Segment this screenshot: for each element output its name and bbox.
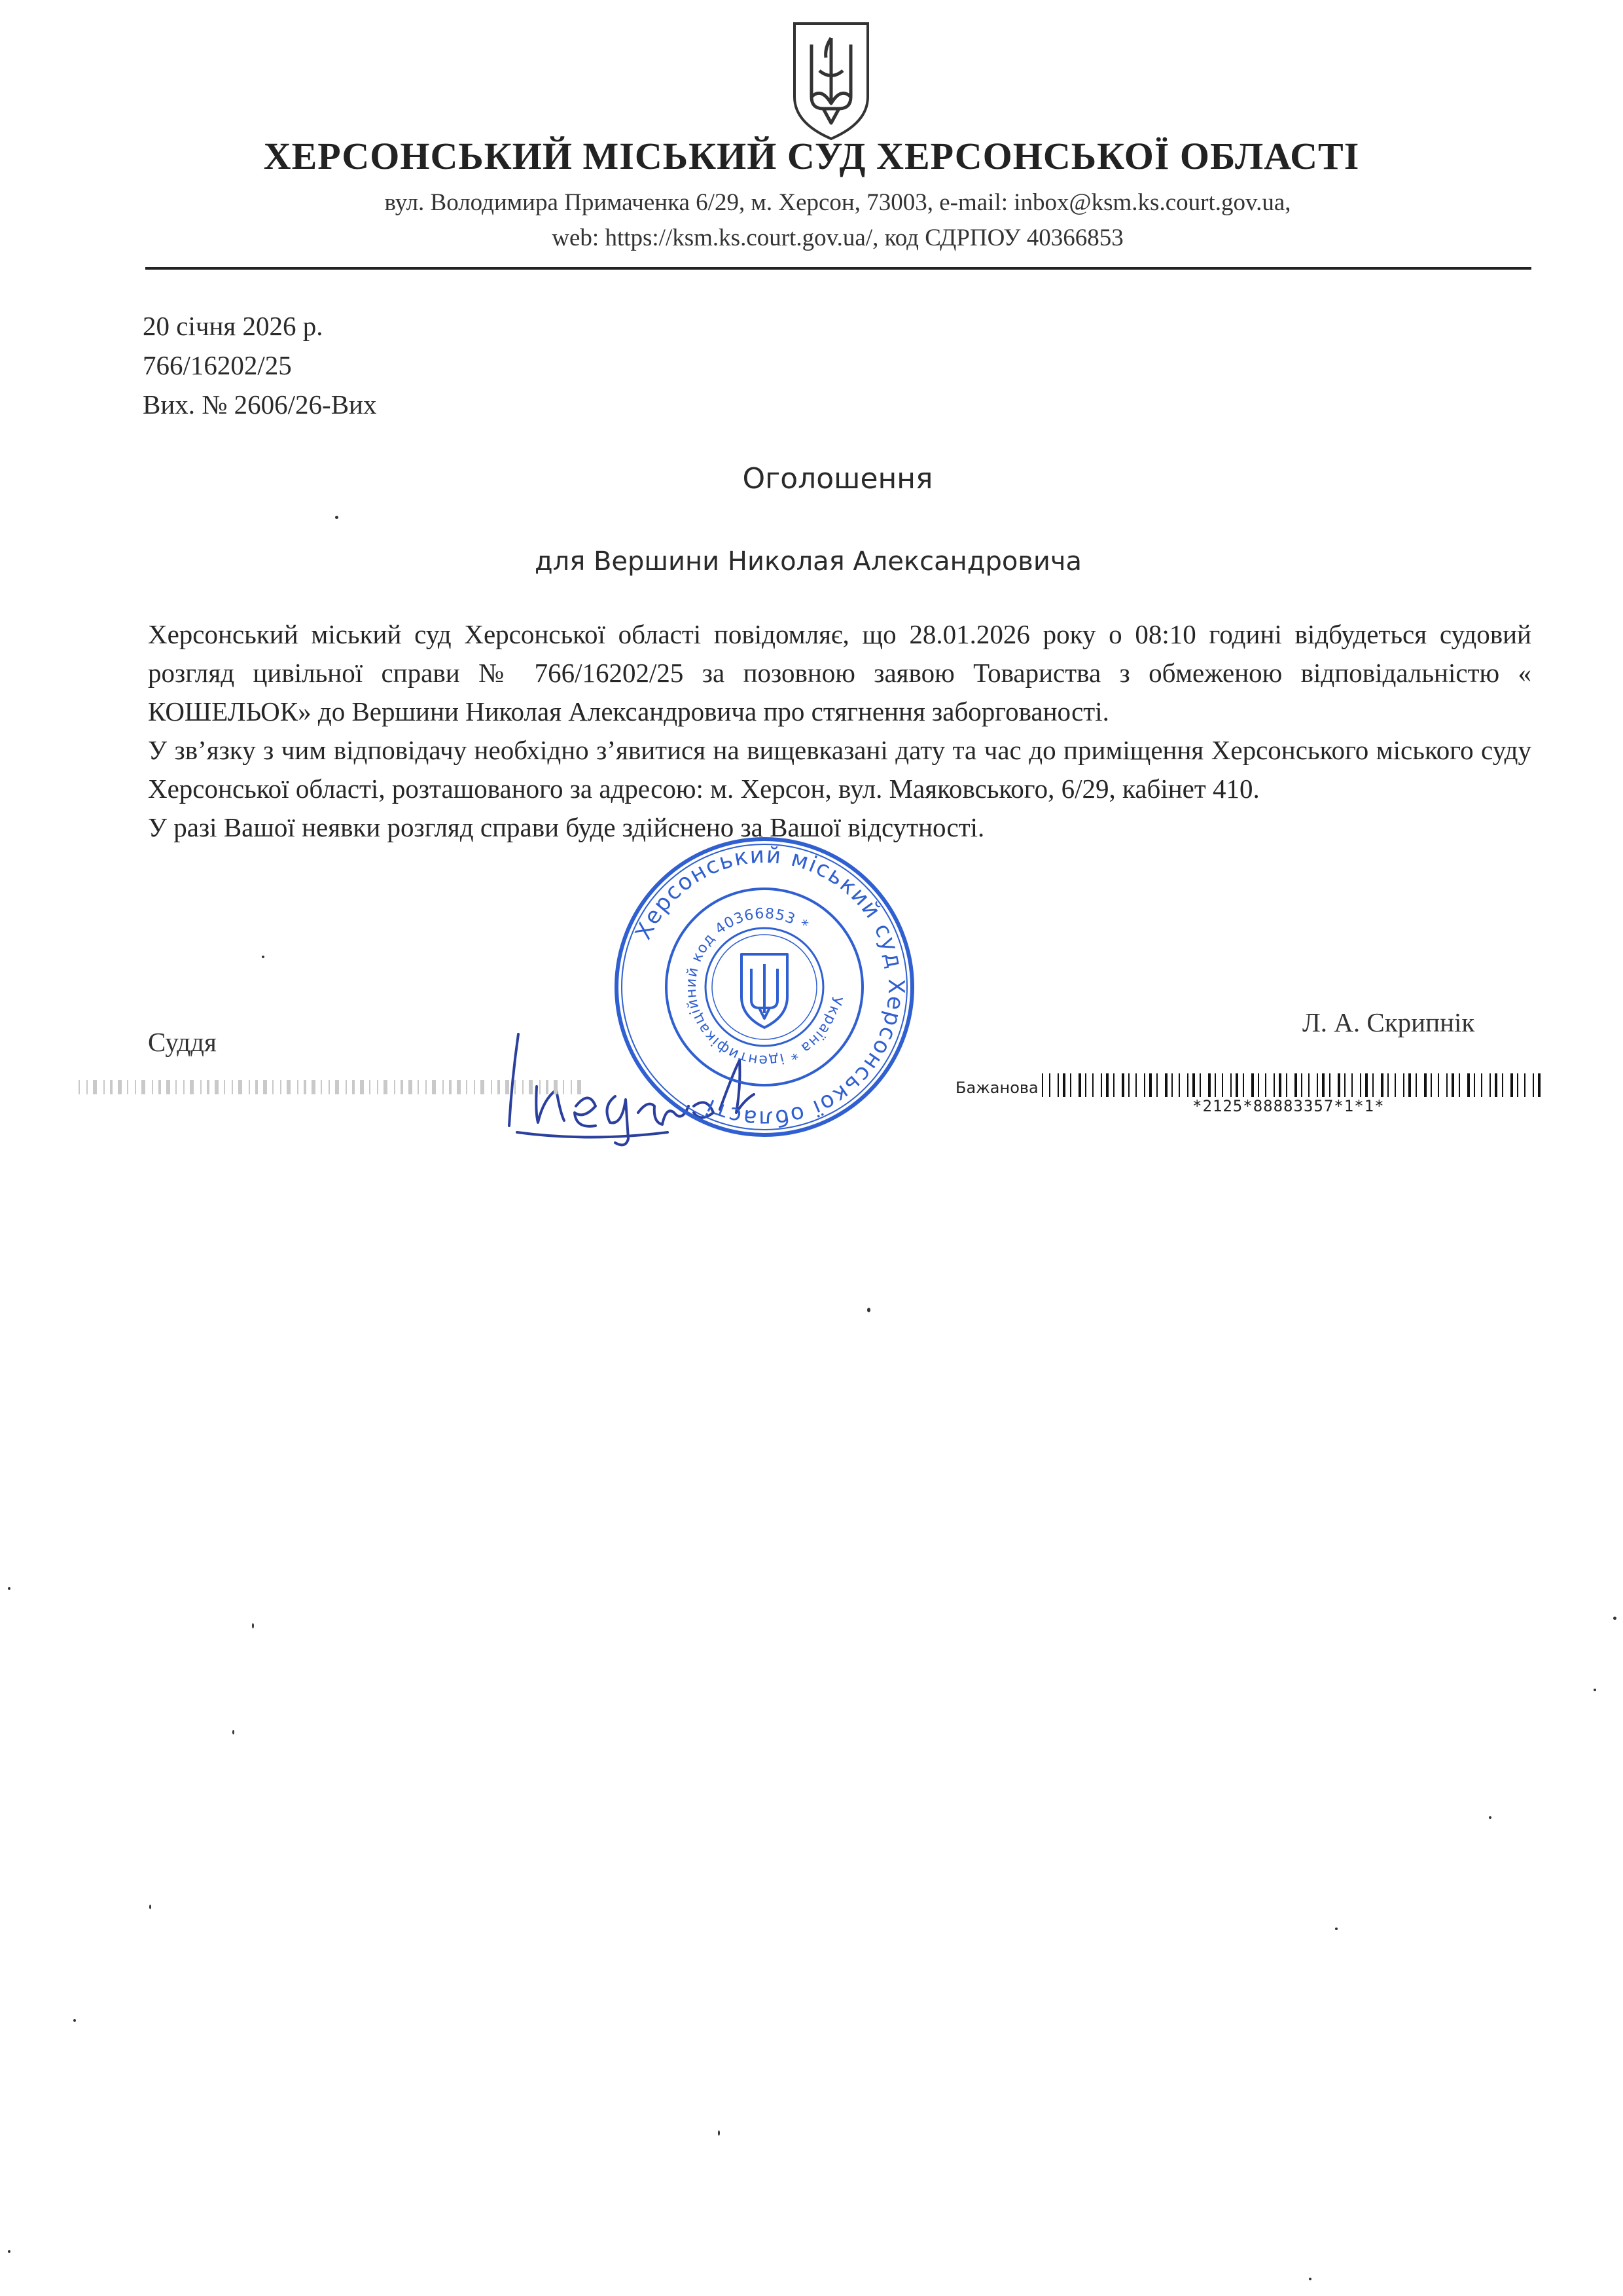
barcode-bar — [1467, 1073, 1470, 1097]
faint-bar — [425, 1080, 427, 1094]
barcode-bar — [1113, 1073, 1115, 1097]
faint-bar — [346, 1080, 347, 1094]
barcode-bar — [1042, 1073, 1043, 1097]
court-contact-address: вул. Володимира Примаченка 6/29, м. Херсон, 73003, e-mail: inbox@ksm.ks.court.gov.ua, — [384, 189, 1291, 216]
faint-bar — [377, 1080, 378, 1094]
faint-bar — [329, 1080, 330, 1094]
faint-bar — [352, 1080, 355, 1094]
scan-speck — [262, 956, 264, 958]
barcode-bar — [1265, 1073, 1266, 1097]
faint-bar — [563, 1080, 564, 1094]
scan-speck — [1613, 1617, 1616, 1620]
barcode-bar — [1171, 1073, 1173, 1097]
svg-text:Херсонський міський суд Херсон: Херсонський міський суд Херсонської області — [630, 842, 910, 1132]
barcode-bar — [1274, 1073, 1275, 1097]
faint-bar — [480, 1080, 484, 1094]
announcement-body — [148, 615, 1531, 847]
barcode-bar — [1200, 1073, 1201, 1097]
barcode-bar — [1489, 1073, 1491, 1097]
barcode-bar — [1294, 1073, 1297, 1097]
faint-bar — [79, 1080, 80, 1094]
faint-bar — [522, 1080, 524, 1094]
faint-bar — [86, 1080, 88, 1094]
faint-bar — [93, 1080, 97, 1094]
faint-bar — [272, 1080, 274, 1094]
faint-bar — [505, 1080, 509, 1094]
barcode-bar — [1322, 1073, 1325, 1097]
barcode-bar — [1058, 1073, 1059, 1097]
faint-bar — [369, 1080, 370, 1094]
barcode-bar — [1408, 1073, 1411, 1097]
faint-bar — [127, 1080, 128, 1094]
scan-artifact-band — [79, 1080, 589, 1094]
barcode-bar — [1365, 1073, 1368, 1097]
barcode-bar — [1135, 1073, 1137, 1097]
barcode-bar — [1070, 1073, 1071, 1097]
barcode-bar — [1243, 1073, 1244, 1097]
barcode-code: *2125*88883357*1*1* — [1192, 1097, 1385, 1115]
barcode-bar — [1452, 1073, 1454, 1097]
barcode-bar — [1106, 1073, 1109, 1097]
document-title: Оголошення — [742, 462, 933, 495]
faint-bar — [158, 1080, 161, 1094]
barcode-icon — [1042, 1073, 1546, 1097]
court-name: ХЕРСОНСЬКИЙ МІСЬКИЙ СУД ХЕРСОНСЬКОЇ ОБЛАСТІ — [263, 135, 1360, 177]
faint-bar — [135, 1080, 136, 1094]
faint-bar — [432, 1080, 436, 1094]
barcode-bar — [1128, 1073, 1130, 1097]
faint-bar — [401, 1080, 403, 1094]
barcode-bar — [1372, 1073, 1374, 1097]
faint-bar — [529, 1080, 533, 1094]
scan-speck — [252, 1623, 254, 1628]
barcode-bar — [1459, 1073, 1460, 1097]
barcode-bar — [1230, 1073, 1232, 1097]
faint-bar — [207, 1080, 209, 1094]
faint-bar — [183, 1080, 185, 1094]
faint-bar — [238, 1080, 242, 1094]
scan-speck — [718, 2130, 720, 2136]
barcode-bar — [1431, 1073, 1432, 1097]
barcode-bar — [1079, 1073, 1081, 1097]
barcode-bar — [1517, 1073, 1518, 1097]
barcode-bar — [1395, 1073, 1396, 1097]
faint-bar — [449, 1080, 452, 1094]
case-number: 766/16202/25 — [143, 350, 292, 380]
faint-bar — [554, 1080, 558, 1094]
barcode-bar — [1279, 1073, 1281, 1097]
scan-speck — [149, 1905, 151, 1909]
faint-bar — [175, 1080, 177, 1094]
scan-speck — [1335, 1928, 1338, 1930]
faint-bar — [287, 1080, 291, 1094]
faint-bar — [110, 1080, 113, 1094]
faint-bar — [577, 1080, 581, 1094]
scan-speck — [335, 516, 338, 519]
faint-bar — [491, 1080, 492, 1094]
outgoing-number: Вих. № 2606/26-Вих — [143, 389, 377, 420]
barcode-bar — [1317, 1073, 1318, 1097]
barcode-bar — [1286, 1073, 1287, 1097]
court-contact-web: web: https://ksm.ks.court.gov.ua/, код СДРПОУ 40366853 — [552, 224, 1124, 251]
barcode-bar — [1481, 1073, 1482, 1097]
faint-bar — [383, 1080, 387, 1094]
body-paragraph-absence: У разі Вашої неявки розгляд справи буде здійснено за Вашої відсутності. — [148, 812, 985, 842]
barcode-operator-name: Бажанова — [955, 1079, 1039, 1097]
barcode-bar — [1179, 1073, 1180, 1097]
barcode-bar — [1236, 1073, 1238, 1097]
barcode-bar — [1338, 1073, 1340, 1097]
faint-bar — [190, 1080, 194, 1094]
barcode-bar — [1510, 1073, 1513, 1097]
barcode-bar — [1092, 1073, 1094, 1097]
barcode-bar — [1381, 1073, 1383, 1097]
court-stamp — [601, 823, 928, 1151]
barcode-bar — [1344, 1073, 1346, 1097]
barcode-bar — [1438, 1073, 1439, 1097]
faint-bar — [263, 1080, 267, 1094]
faint-bar — [232, 1080, 233, 1094]
scan-speck — [867, 1308, 870, 1312]
barcode-bar — [1156, 1073, 1158, 1097]
barcode-bar — [1533, 1073, 1534, 1097]
barcode-bar — [1424, 1073, 1427, 1097]
scan-speck — [8, 2250, 10, 2253]
barcode-bar — [1351, 1073, 1353, 1097]
scan-speck — [1309, 2278, 1311, 2280]
barcode-bar — [1085, 1073, 1086, 1097]
faint-bar — [312, 1080, 315, 1094]
barcode-bar — [1416, 1073, 1417, 1097]
scan-speck — [8, 1587, 10, 1590]
faint-bar — [442, 1080, 444, 1094]
faint-bar — [360, 1080, 364, 1094]
faint-bar — [546, 1080, 548, 1094]
faint-bar — [255, 1080, 258, 1094]
letter-date: 20 січня 2026 р. — [143, 311, 323, 341]
barcode-bar — [1187, 1073, 1188, 1097]
barcode-bar — [1149, 1073, 1152, 1097]
judge-name: Л. А. Скрипнік — [1302, 1007, 1475, 1037]
faint-bar — [571, 1080, 572, 1094]
faint-bar — [166, 1080, 170, 1094]
faint-bar — [466, 1080, 467, 1094]
barcode-bar — [1502, 1073, 1503, 1097]
scan-speck — [73, 2019, 76, 2022]
faint-bar — [408, 1080, 412, 1094]
faint-bar — [514, 1080, 516, 1094]
barcode-bar — [1049, 1073, 1050, 1097]
barcode-bar — [1101, 1073, 1102, 1097]
signature-label: Суддя — [148, 1027, 217, 1057]
svg-text:Україна * ідентифікаційний код: Україна * ідентифікаційний код 40366853 * — [683, 905, 846, 1069]
barcode-bar — [1063, 1073, 1065, 1097]
faint-bar — [474, 1080, 475, 1094]
faint-bar — [418, 1080, 419, 1094]
barcode-bar — [1251, 1073, 1254, 1097]
coat-of-arms-icon — [785, 18, 877, 143]
barcode-bar — [1222, 1073, 1223, 1097]
barcode-bar — [1495, 1073, 1497, 1097]
faint-bar — [152, 1080, 153, 1094]
barcode-bar — [1524, 1073, 1525, 1097]
barcode-bar — [1208, 1073, 1211, 1097]
barcode-bar — [1387, 1073, 1389, 1097]
faint-bar — [249, 1080, 250, 1094]
faint-bar — [200, 1080, 202, 1094]
faint-bar — [335, 1080, 339, 1094]
scan-speck — [1489, 1816, 1491, 1819]
addressee: для Вершини Николая Александровича — [534, 547, 1082, 577]
barcode-bar — [1258, 1073, 1259, 1097]
scan-speck — [232, 1730, 234, 1734]
faint-bar — [224, 1080, 225, 1094]
scan-speck — [1594, 1689, 1596, 1691]
faint-bar — [280, 1080, 281, 1094]
faint-bar — [321, 1080, 322, 1094]
barcode-bar — [1403, 1073, 1404, 1097]
faint-bar — [141, 1080, 145, 1094]
barcode-bar — [1122, 1073, 1124, 1097]
barcode-bar — [1215, 1073, 1216, 1097]
faint-bar — [497, 1080, 500, 1094]
barcode-bar — [1192, 1073, 1195, 1097]
barcode-bar — [1329, 1073, 1330, 1097]
barcode-bar — [1538, 1073, 1541, 1097]
faint-bar — [118, 1080, 122, 1094]
barcode-bar — [1308, 1073, 1310, 1097]
faint-bar — [539, 1080, 541, 1094]
faint-bar — [394, 1080, 395, 1094]
barcode-bar — [1474, 1073, 1475, 1097]
faint-bar — [297, 1080, 298, 1094]
faint-bar — [304, 1080, 306, 1094]
barcode-bar — [1165, 1073, 1168, 1097]
barcode-bar — [1360, 1073, 1361, 1097]
header-divider — [145, 267, 1531, 270]
barcode-bar — [1446, 1073, 1448, 1097]
faint-bar — [215, 1080, 219, 1094]
faint-bar — [103, 1080, 105, 1094]
barcode-bar — [1144, 1073, 1145, 1097]
body-paragraph-hearing: Херсонський міський суд Херсонської області повідомляє, що 28.01.2026 року о 08:10 годині відбудеться судовий розгляд цивільної справи № 766/16202/25 за позовною заявою Товариства з обмеженою відповідальністю « КОШЕЛЬОК» до Вершини Николая Александровича про стягнення заборгованості. — [148, 619, 1531, 726]
body-paragraph-appearance: У зв’язку з чим відповідачу необхідно з’явитися на вищевказані дату та час до приміщення Херсонського міського суду Херсонської області, розташованого за адресою: м. Херсон, вул. Маяковського, 6/29, кабінет 410. — [148, 735, 1531, 804]
barcode-bar — [1301, 1073, 1302, 1097]
faint-bar — [457, 1080, 461, 1094]
